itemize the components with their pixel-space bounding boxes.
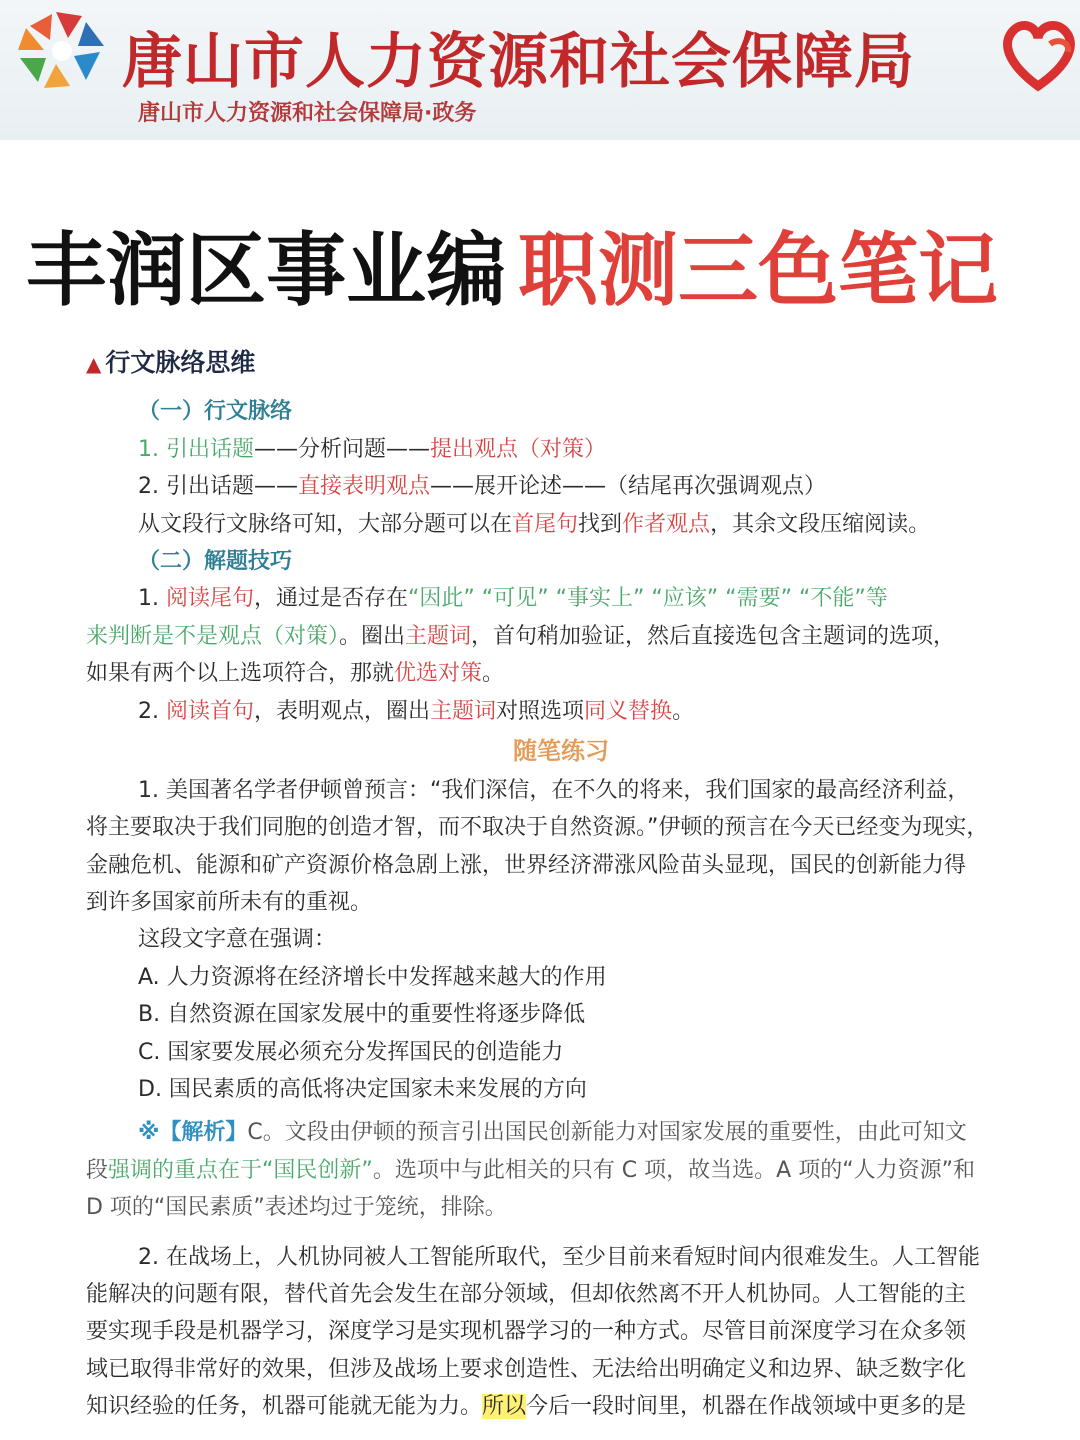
context-line-3: 从文段行文脉络可知，大部分题可以在首尾句找到作者观点，其余文段压缩阅读。	[138, 511, 931, 537]
question-2-line: 要实现手段是机器学习，深度学习是实现机器学习的一种方式。尽管目前深度学习在众多领	[86, 1319, 967, 1345]
header-banner	[0, 0, 1080, 140]
question-1-line: 到许多国家前所未有的重视。	[86, 890, 373, 916]
subsection-title-2: （二）解题技巧	[138, 548, 293, 574]
analysis-line-3: D 项的“国民素质”表述均过于笼统，排除。	[86, 1195, 507, 1221]
org-subtitle: 唐山市人力资源和社会保障局·政务	[138, 101, 477, 126]
notes-content	[86, 340, 1036, 1426]
option-a: A. 人力资源将在经济增长中发挥越来越大的作用	[138, 964, 607, 990]
option-c: C. 国家要发展必须充分发挥国民的创造能力	[138, 1039, 564, 1065]
subsection-title-1: （一）行文脉络	[138, 399, 293, 425]
analysis-line-2: 段强调的重点在于“国民创新”。选项中与此相关的只有 C 项，故当选。A 项的“人力资源”和	[86, 1157, 975, 1183]
triangle-icon: ▲	[86, 352, 102, 376]
title-red: 职测三色笔记	[518, 224, 998, 317]
question-1-line: 金融危机、能源和矿产资源价格急剧上涨，世界经济滞涨风险苗头显现，国民的创新能力得	[86, 852, 967, 878]
section-title: ▲ 行文脉络思维	[86, 348, 256, 377]
question-1-prompt: 这段文字意在强调：	[138, 927, 337, 953]
page-title	[26, 206, 1066, 316]
analysis-line-1: ※【解析】C。文段由伊顿的预言引出国民创新能力对国家发展的重要性，由此可知文	[138, 1120, 967, 1146]
question-2-line: 知识经验的任务，机器可能就无能为力。所以今后一段时间里，机器在作战领域中更多的是	[86, 1394, 967, 1420]
context-line-2: 2. 引出话题——直接表明观点——展开论述——（结尾再次强调观点）	[138, 474, 827, 500]
question-2-line: 2. 在战场上，人机协同被人工智能所取代，至少目前来看短时间内很难发生。人工智能	[138, 1244, 980, 1270]
org-title: 唐山市人力资源和社会保障局	[122, 27, 915, 97]
tip-line-3: 如果有两个以上选项符合，那就优选对策。	[86, 661, 505, 687]
title-black: 丰润区事业编	[26, 224, 506, 317]
question-2-line: 域已取得非常好的效果，但涉及战场上要求创造性、无法给出明确定义和边界、缺乏数字化	[86, 1356, 967, 1382]
tip-line-4: 2. 阅读首句，表明观点，圈出主题词对照选项同义替换。	[138, 698, 695, 724]
tip-line-1: 1. 阅读尾句，通过是否存在“因此” “可见” “事实上” “应该” “需要” “不能”等	[138, 586, 888, 612]
context-line-1: 1. 引出话题——分析问题——提出观点（对策）	[138, 436, 607, 462]
hrss-logo-icon	[12, 6, 112, 96]
question-2-line: 能解决的问题有限，替代首先会发生在部分领域，但却依然离不开人机协同。人工智能的主	[86, 1282, 967, 1307]
question-1-line: 将主要取决于我们同胞的创造才智，而不取决于自然资源。”伊顿的预言在今天已经变为现实，	[86, 815, 989, 841]
question-1-line: 1. 美国著名学者伊顿曾预言：“我们深信，在不久的将来，我们国家的最高经济利益，	[138, 777, 970, 803]
practice-heading: 随笔练习	[513, 736, 609, 765]
tip-line-2: 来判断是不是观点（对策）。圈出主题词，首句稍加验证，然后直接选包含主题词的选项，	[86, 623, 956, 649]
option-d: D. 国民素质的高低将决定国家未来发展的方向	[138, 1077, 587, 1103]
heart-logo-icon	[998, 14, 1080, 94]
option-b: B. 自然资源在国家发展中的重要性将逐步降低	[138, 1002, 586, 1028]
